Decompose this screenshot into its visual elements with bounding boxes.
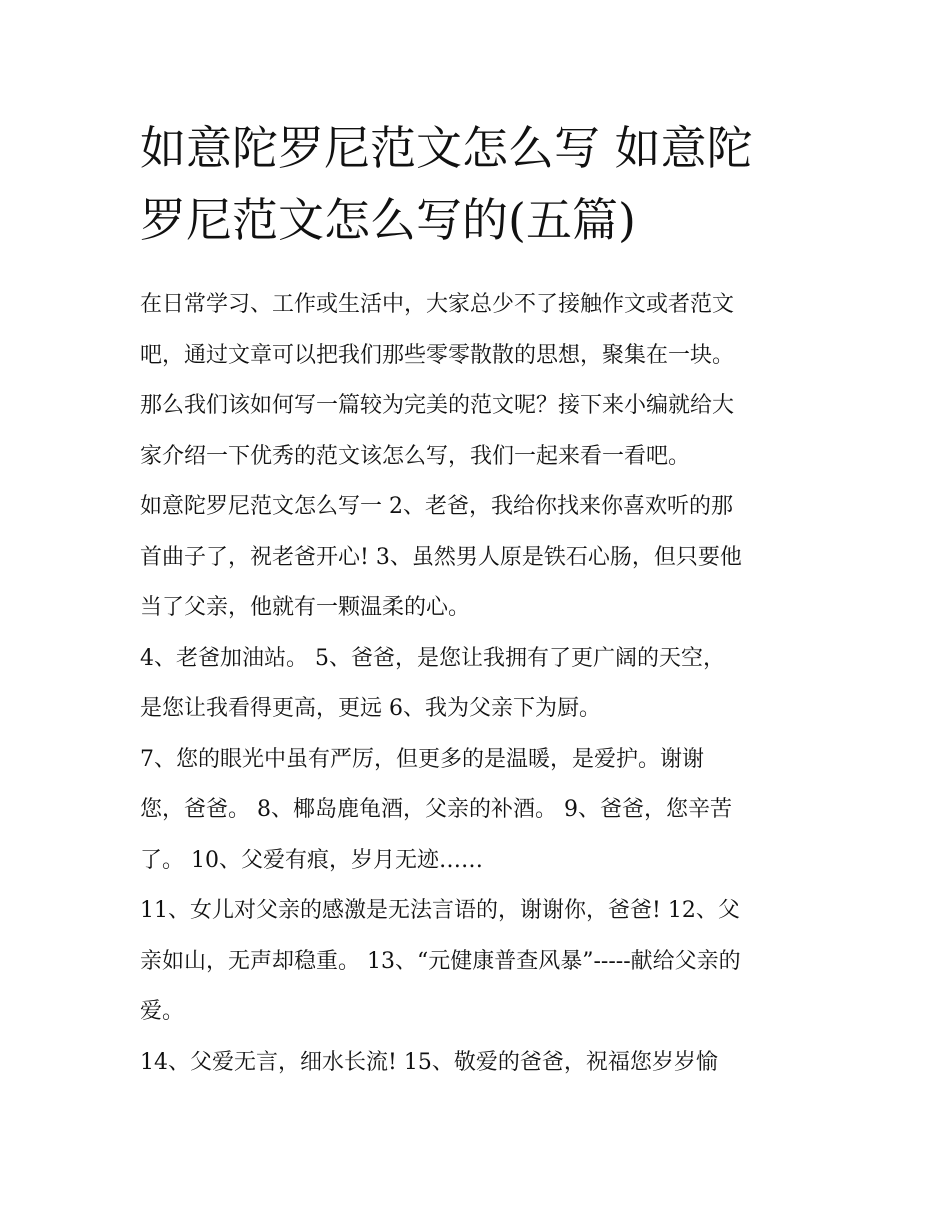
paragraph-2 <box>140 482 820 634</box>
title-line: 如意陀罗尼范文怎么写 如意陀 <box>140 121 753 175</box>
paragraph-4 <box>140 735 820 887</box>
title-line: 罗尼范文怎么写的(五篇) <box>140 193 636 247</box>
text-line: 您，爸爸。 8、椰岛鹿龟酒，父亲的补酒。 9、爸爸，您辛苦 <box>140 797 732 822</box>
text-line: 14、父爱无言，细水长流! 15、敬爱的爸爸，祝福您岁岁愉 <box>140 1049 718 1075</box>
document-body <box>140 280 820 1088</box>
text-line: 在日常学习、工作或生活中，大家总少不了接触作文或者范文 <box>140 292 735 317</box>
text-line: 那么我们该如何写一篇较为完美的范文呢？接下来小编就给大 <box>140 393 735 418</box>
text-line: 11、女儿对父亲的感激是无法言语的，谢谢你，爸爸! 12、父 <box>140 898 740 923</box>
text-line: 吧，通过文章可以把我们那些零零散散的思想，聚集在一块。 <box>140 342 735 368</box>
paragraph-3 <box>140 634 820 735</box>
paragraph-5 <box>140 886 820 1038</box>
text-line: 了。 10、父爱有痕，岁月无迹…… <box>140 847 483 873</box>
text-line: 如意陀罗尼范文怎么写一 2、老爸，我给你找来你喜欢听的那 <box>140 494 733 519</box>
text-line: 4、老爸加油站。 5、爸爸，是您让我拥有了更广阔的天空， <box>140 645 725 671</box>
paragraph-6 <box>140 1038 820 1089</box>
document-title <box>140 112 820 256</box>
text-line: 当了父亲，他就有一颗温柔的心。 <box>140 595 471 620</box>
text-line: 首曲子了，祝老爸开心! 3、虽然男人原是铁石心肠，但只要他 <box>140 544 742 570</box>
text-line: 爱。 <box>140 999 185 1024</box>
document-page <box>140 112 820 1088</box>
text-line: 亲如山，无声却稳重。 13、“元健康普查风暴”-----献给父亲的 <box>140 948 741 974</box>
paragraph-intro <box>140 280 820 482</box>
text-line: 是您让我看得更高，更远 6、我为父亲下为厨。 <box>140 696 601 721</box>
text-line: 家介绍一下优秀的范文该怎么写，我们一起来看一看吧。 <box>140 443 691 469</box>
text-line: 7、您的眼光中虽有严厉，但更多的是温暖，是爱护。谢谢 <box>140 746 704 772</box>
